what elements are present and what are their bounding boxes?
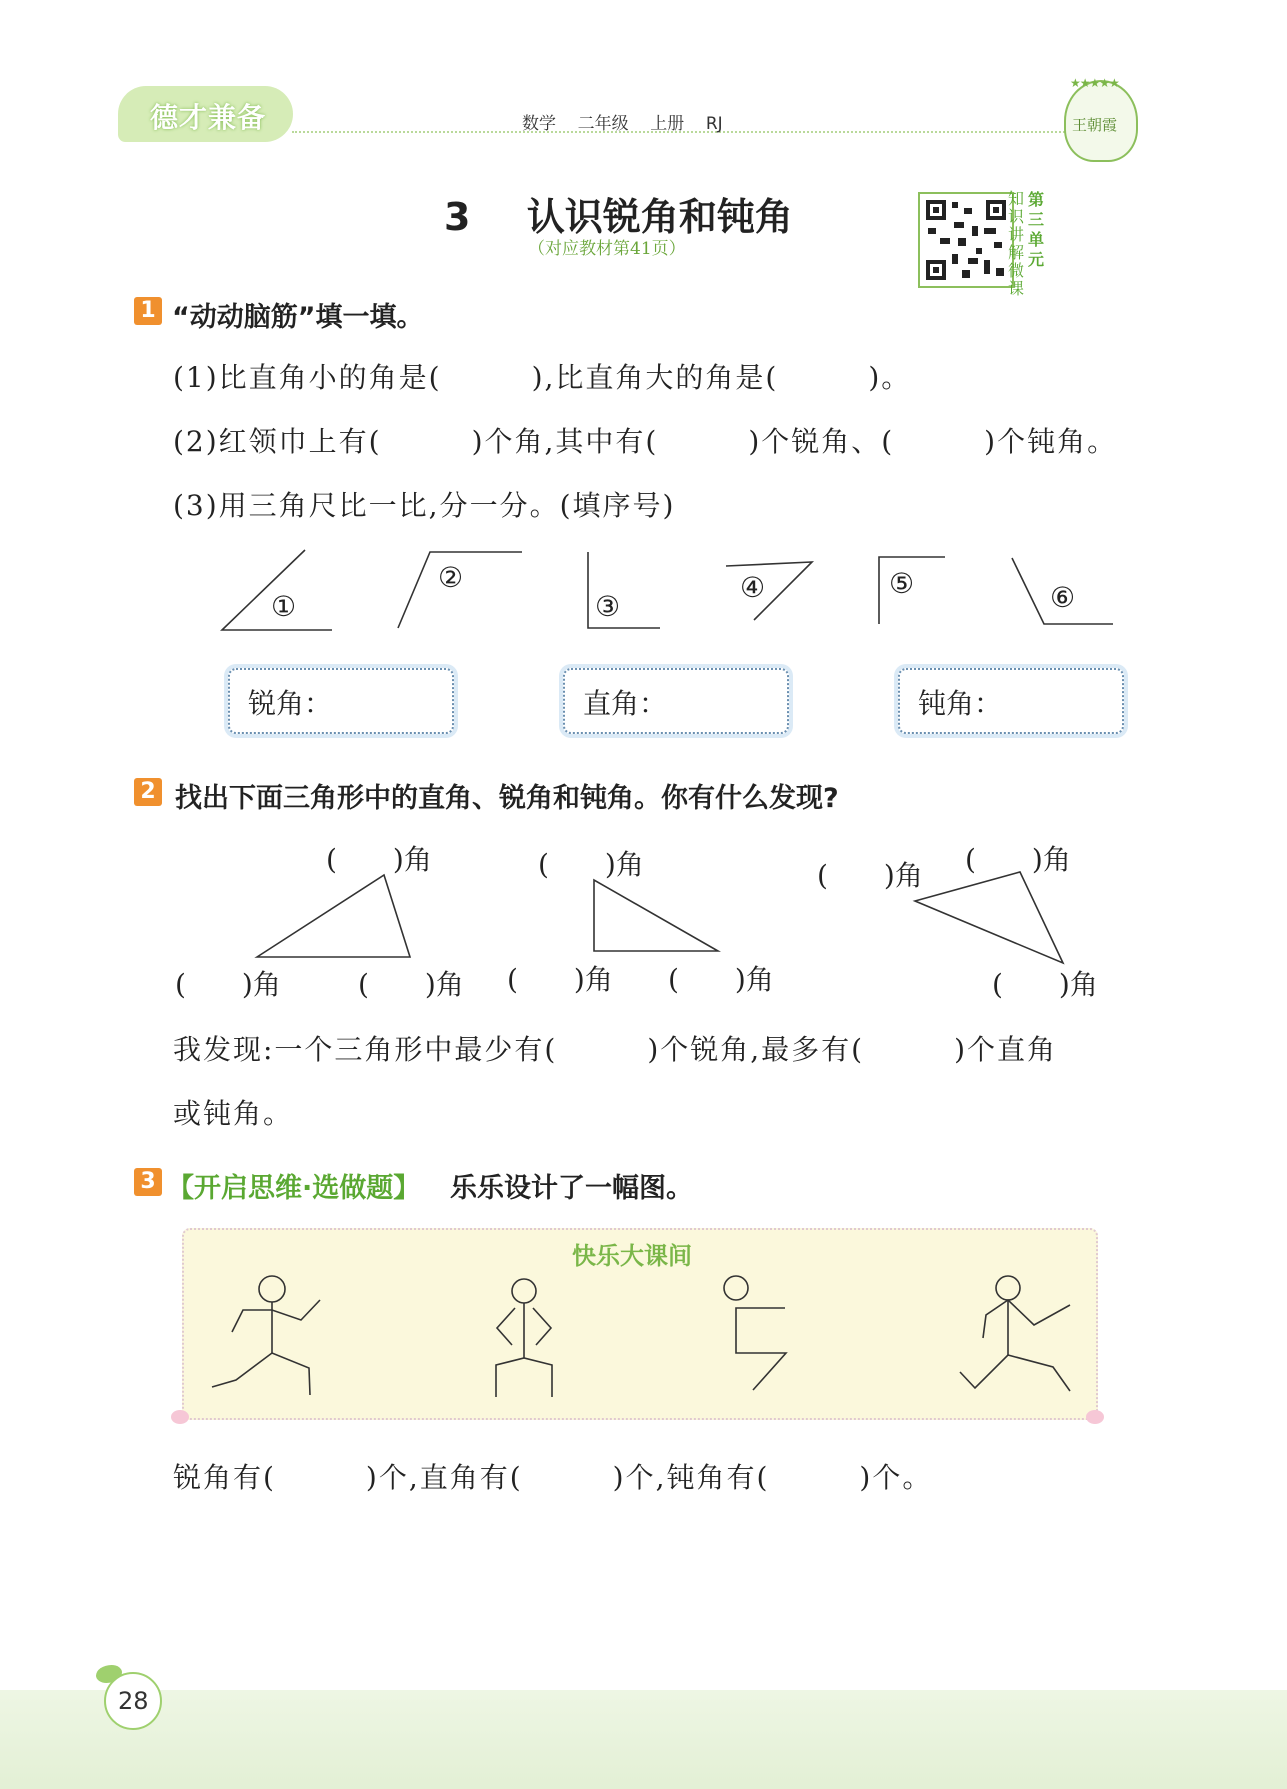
q2-heading: 找出下面三角形中的直角、锐角和钝角。你有什么发现?: [175, 783, 839, 814]
angle-label-6: ⑥: [1050, 581, 1076, 614]
header-volume: 上册: [650, 114, 685, 134]
header-grade: 二年级: [577, 114, 629, 134]
t1-left-blank: ( )角: [175, 968, 281, 1001]
t2-right-blank: ( )角: [668, 963, 774, 996]
q3-answer-line: 锐角有( )个,直角有( )个,钝角有( )个。: [173, 1461, 933, 1494]
header-subject: 数学: [522, 114, 556, 134]
t1-right-blank: ( )角: [358, 968, 464, 1001]
acute-box-label: 锐角：: [248, 687, 333, 720]
page-number-badge: [104, 1672, 162, 1730]
q1-heading: “动动脑筋”填一填。: [172, 302, 424, 333]
stick-figure-2: [496, 1279, 552, 1397]
seal-icon: ★★★★★ 王朝霞: [1064, 80, 1138, 162]
footer-band: [0, 1690, 1287, 1789]
q1-line2: (2)红领巾上有( )个角,其中有( )个锐角、( )个钝角。: [173, 425, 1118, 458]
side-tag-col1: 知识讲解微课: [1008, 189, 1025, 298]
logo-text: 德才兼备: [150, 101, 267, 134]
q1-line1: (1)比直角小的角是( ),比直角大的角是( )。: [173, 361, 912, 394]
q2-finding-line2: 或钝角。: [173, 1097, 294, 1130]
q3-heading: 乐乐设计了一幅图。: [450, 1173, 693, 1204]
t3-bottom-blank: ( )角: [992, 968, 1098, 1001]
stick-figure-1: [212, 1276, 320, 1395]
q2-finding-line1: 我发现:一个三角形中最少有( )个锐角,最多有( )个直角: [173, 1033, 1058, 1066]
t1-top-blank: ( )角: [326, 843, 432, 876]
angle-label-2: ②: [438, 561, 464, 594]
title-number: 3: [444, 195, 471, 239]
angle-label-1: ①: [271, 590, 297, 623]
q3-number-badge: 3: [134, 1168, 162, 1196]
q1-line3: (3)用三角尺比一比,分一分。(填序号): [173, 489, 676, 522]
angle-label-4: ④: [740, 571, 766, 604]
angle-label-3: ③: [595, 590, 621, 623]
header-edition: RJ: [705, 114, 723, 134]
t3-top-blank: ( )角: [965, 843, 1071, 876]
title-text: 认识锐角和钝角: [526, 195, 793, 239]
right-box-label: 直角：: [583, 687, 668, 720]
stick-figure-4: [960, 1276, 1070, 1391]
q3-tag: 【开启思维·选做题】: [167, 1173, 421, 1204]
t2-left-blank: ( )角: [507, 963, 613, 996]
panel-title: 快乐大课间: [572, 1242, 692, 1270]
seal-text: 王朝霞: [1072, 116, 1118, 134]
t2-top-blank: ( )角: [538, 848, 644, 881]
q1-number-badge: 1: [134, 297, 162, 325]
q2-number-badge: 2: [134, 778, 162, 806]
stick-figure-3: [724, 1276, 786, 1390]
t3-left-blank: ( )角: [817, 859, 923, 892]
page-number: 28: [118, 1687, 149, 1715]
title-subtitle: （对应教材第41页）: [528, 239, 686, 259]
obtuse-box-label: 钝角：: [918, 687, 1003, 720]
side-tag-col2: 第三单元: [1028, 190, 1045, 269]
angle-label-5: ⑤: [889, 567, 915, 600]
